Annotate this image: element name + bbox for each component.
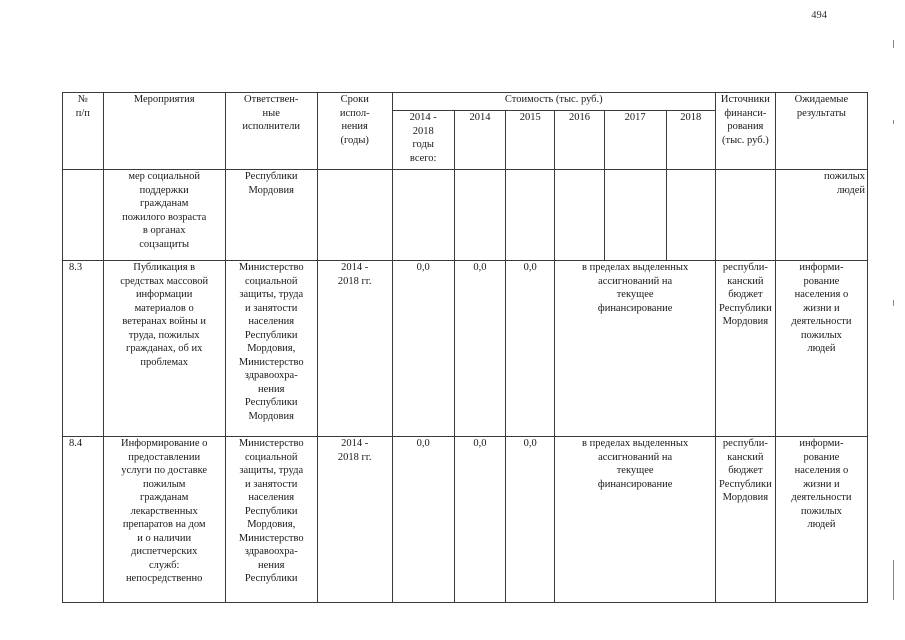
cell-results: информи- рование населения о жизни и деятельности пожилых людей — [775, 261, 867, 437]
header-activity: Мероприятия — [103, 93, 225, 170]
header-results: Ожидаемые результаты — [775, 93, 867, 170]
table-header-row-1 — [63, 93, 868, 111]
header-year-2017: 2017 — [604, 111, 666, 170]
header-responsible: Ответствен- ные исполнители — [225, 93, 317, 170]
cell-responsible: Республики Мордовия — [225, 170, 317, 261]
header-num: № п/п — [63, 93, 104, 170]
cell-sources — [715, 170, 775, 261]
cell-2015: 0,0 — [506, 437, 555, 603]
header-year-2015: 2015 — [506, 111, 555, 170]
table-row-continuation — [63, 170, 868, 261]
scan-edge-marks — [891, 0, 897, 640]
cell-2014: 0,0 — [454, 261, 505, 437]
cell-total: 0,0 — [392, 261, 454, 437]
header-sources: Источники финанси- рования (тыс. руб.) — [715, 93, 775, 170]
cell-funding-note: в пределах выделенных ассигнований на текущее финансирование — [555, 437, 716, 603]
cell-funding-note: в пределах выделенных ассигнований на текущее финансирование — [555, 261, 716, 437]
cell-terms: 2014 - 2018 гг. — [317, 437, 392, 603]
header-terms: Сроки испол- нения (годы) — [317, 93, 392, 170]
cell-results: пожилых людей — [775, 170, 867, 261]
cell-2014: 0,0 — [454, 437, 505, 603]
cell-activity: Публикация в средствах массовой информации материалов о ветеранах войны и труда, пожилых гражданах, об их проблемах — [103, 261, 225, 437]
cell-responsible: Министерство социальной защиты, труда и занятости населения Республики Мордовия, Министерство здравоохра- нения Республики — [225, 437, 317, 603]
cell-num: 8.3 — [63, 261, 104, 437]
header-year-2014: 2014 — [454, 111, 505, 170]
cell-terms — [317, 170, 392, 261]
cell-num: 8.4 — [63, 437, 104, 603]
cell-2015: 0,0 — [506, 261, 555, 437]
budget-activities-table — [62, 92, 868, 603]
cell-2018 — [666, 170, 715, 261]
cell-2016 — [555, 170, 604, 261]
header-year-2018: 2018 — [666, 111, 715, 170]
cell-2015 — [506, 170, 555, 261]
cell-responsible: Министерство социальной защиты, труда и занятости населения Республики Мордовия, Министерство здравоохра- нения Республики Мордовия — [225, 261, 317, 437]
cell-activity: мер социальной поддержки гражданам пожилого возраста в органах соцзащиты — [103, 170, 225, 261]
cell-total — [392, 170, 454, 261]
header-year-2016: 2016 — [555, 111, 604, 170]
cell-sources: республи- канский бюджет Республики Мордовия — [715, 261, 775, 437]
cell-sources: республи- канский бюджет Республики Мордовия — [715, 437, 775, 603]
cell-terms: 2014 - 2018 гг. — [317, 261, 392, 437]
table-row — [63, 261, 868, 437]
cell-2017 — [604, 170, 666, 261]
cell-num — [63, 170, 104, 261]
cell-results: информи- рование населения о жизни и деятельности пожилых людей — [775, 437, 867, 603]
cell-activity: Информирование о предоставлении услуги по доставке пожилым гражданам лекарственных препаратов на дом и о наличии диспетчерских служб: непосредственно — [103, 437, 225, 603]
page-number: 494 — [811, 10, 827, 21]
table-row — [63, 437, 868, 603]
header-cost: Стоимость (тыс. руб.) — [392, 93, 715, 111]
cell-total: 0,0 — [392, 437, 454, 603]
cell-2014 — [454, 170, 505, 261]
header-cost-total: 2014 - 2018 годы всего: — [392, 111, 454, 170]
